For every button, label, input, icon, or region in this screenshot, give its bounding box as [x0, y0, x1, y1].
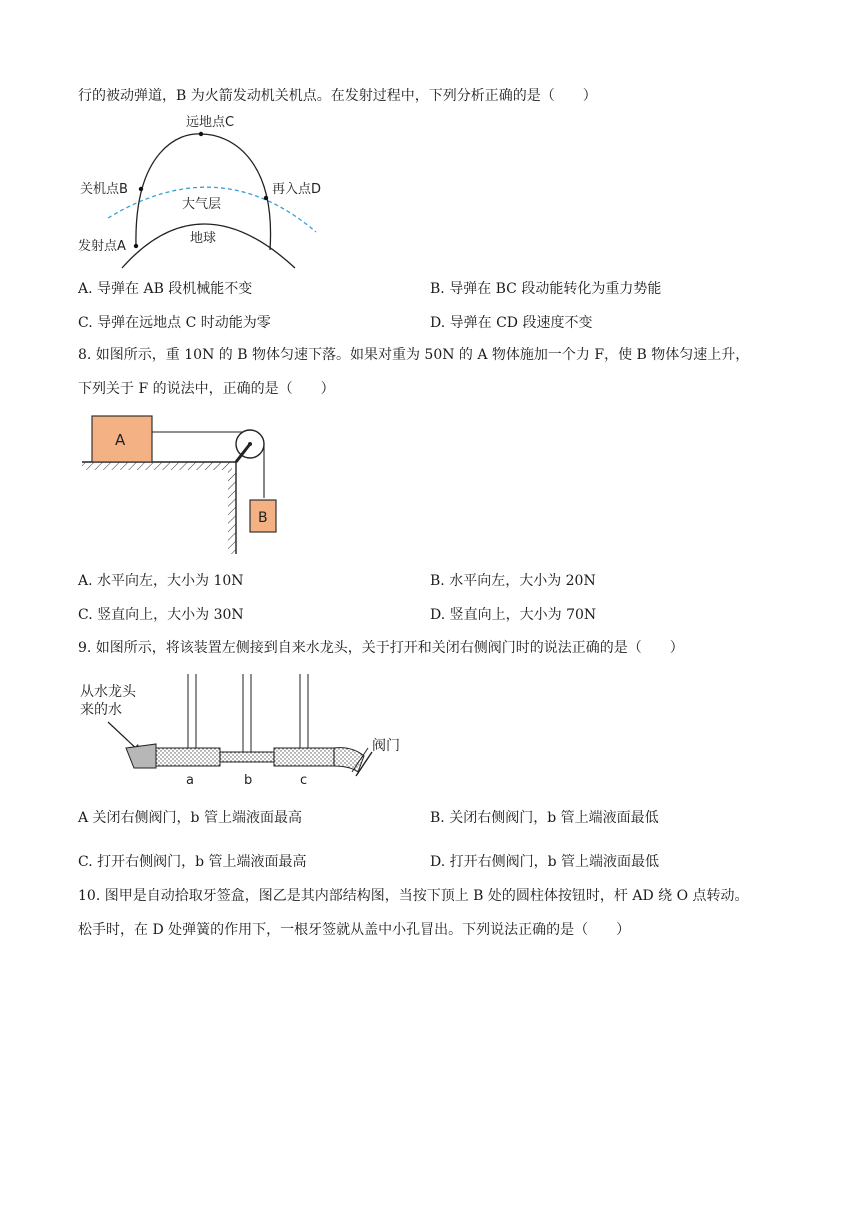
svg-text:阀门: 阀门 — [372, 738, 400, 754]
q8-option-a[interactable]: A. 水平向左，大小为 10N — [78, 573, 244, 589]
point-b — [139, 187, 143, 191]
q8-option-c[interactable]: C. 竖直向上，大小为 30N — [78, 607, 244, 623]
svg-text:c: c — [300, 773, 308, 788]
svg-text:从水龙头: 从水龙头 — [80, 684, 136, 700]
q7-trajectory-figure — [70, 110, 330, 270]
svg-text:a: a — [186, 773, 194, 788]
q7-option-c[interactable]: C. 导弹在远地点 C 时动能为零 — [78, 315, 271, 331]
q7-option-d[interactable]: D. 导弹在 CD 段速度不变 — [430, 315, 593, 331]
q8-stem-line2: 下列关于 F 的说法中，正确的是（ ） — [78, 381, 335, 397]
q9-tube-figure — [78, 672, 418, 792]
q8-pulley-figure — [78, 410, 298, 560]
label-cutoff-point: 关机点B — [80, 182, 128, 197]
tap-nozzle — [126, 744, 156, 768]
label-earth: 地球 — [190, 231, 217, 246]
q7-stem: 行的被动弹道，B 为火箭发动机关机点。在发射过程中，下列分析正确的是（ ） — [78, 88, 597, 104]
q10-stem-line2: 松手时，在 D 处弹簧的作用下，一根牙签就从盖中小孔冒出。下列说法正确的是（ ） — [78, 922, 631, 938]
point-a — [134, 244, 138, 248]
svg-text:A: A — [115, 431, 126, 449]
svg-text:B: B — [258, 510, 268, 526]
label-atmosphere: 大气层 — [182, 197, 222, 212]
label-far-point: 远地点C — [186, 115, 235, 130]
q9-stem: 9. 如图所示，将该装置左侧接到自来水龙头，关于打开和关闭右侧阀门时的说法正确的是（ ） — [78, 640, 684, 656]
q9-option-b[interactable]: B. 关闭右侧阀门，b 管上端液面最低 — [430, 810, 659, 826]
point-d — [264, 196, 268, 200]
q7-option-a[interactable]: A. 导弹在 AB 段机械能不变 — [78, 281, 253, 297]
q9-option-d[interactable]: D. 打开右侧阀门，b 管上端液面最低 — [430, 854, 660, 870]
q9-option-c[interactable]: C. 打开右侧阀门，b 管上端液面最高 — [78, 854, 307, 870]
q7-option-b[interactable]: B. 导弹在 BC 段动能转化为重力势能 — [430, 281, 662, 297]
label-launch-point: 发射点A — [78, 239, 126, 254]
svg-text:来的水: 来的水 — [80, 702, 122, 718]
q8-stem-line1: 8. 如图所示，重 10N 的 B 物体匀速下落。如果对重为 50N 的 A 物体施加一个力 F，使 B 物体匀速上升， — [78, 347, 750, 363]
label-reentry-point: 再入点D — [272, 182, 322, 197]
q9-option-a[interactable]: A 关闭右侧阀门，b 管上端液面最高 — [78, 810, 302, 826]
svg-text:b: b — [244, 773, 253, 788]
q8-option-b[interactable]: B. 水平向左，大小为 20N — [430, 573, 596, 589]
q8-option-d[interactable]: D. 竖直向上，大小为 70N — [430, 607, 597, 623]
q10-stem-line1: 10. 图甲是自动拾取牙签盒，图乙是其内部结构图，当按下顶上 B 处的圆柱体按钮时，杆 AD 绕 O 点转动。 — [78, 888, 749, 904]
point-c — [199, 132, 203, 136]
